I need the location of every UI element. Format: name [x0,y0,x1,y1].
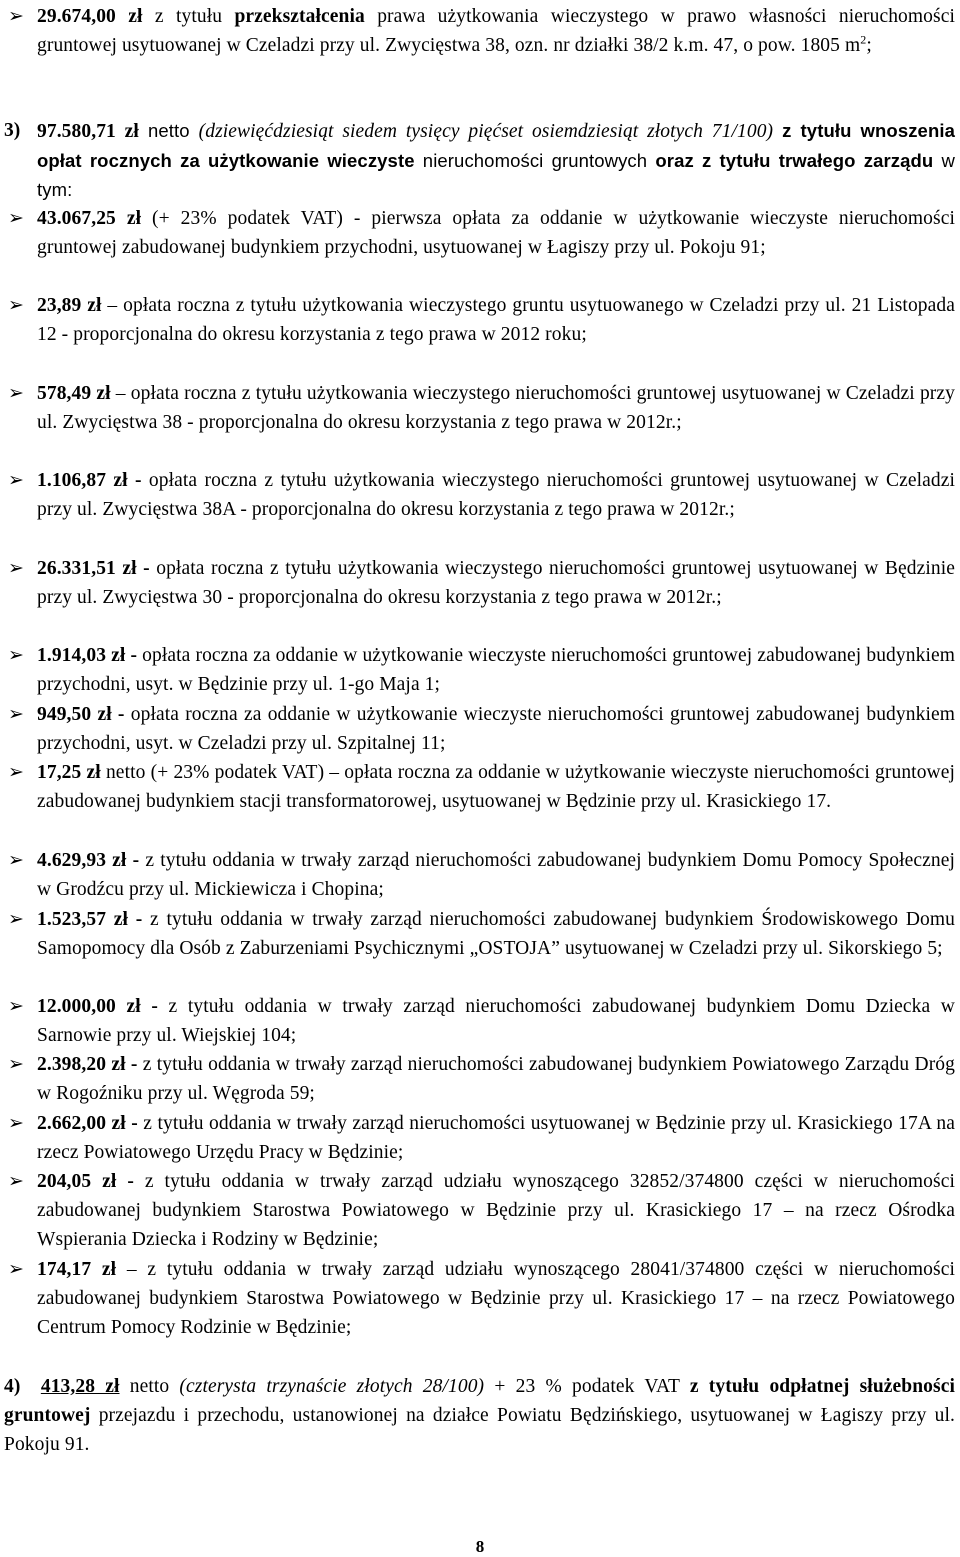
item-emphasis: oraz z tytułu trwałego zarządu [655,150,934,172]
item-text: prawa użytkowania wieczystego w prawo własności nieruchomości gruntowej usytuowanej w Czeladzi przy ul. Zwycięstwa 38, ozn. nr działki 38/2 k.m. 47, o pow. 1805 m [37,6,955,57]
amount: 97.580,71 zł [37,121,139,142]
amount: 204,05 zł - [37,1171,134,1192]
section-number: 3) [4,120,21,141]
item-text: opłata roczna z tytułu użytkowania wieczystego nieruchomości gruntowej usytuowanej w Czeladzi przy ul. Zwycięstwa 38A - proporcjonalna do okresu korzystania z tego prawa w 2012r.; [37,470,955,521]
amount: 2.662,00 zł - [37,1113,138,1134]
arrow-bullet-icon [8,379,32,408]
item-text: z tytułu oddania w trwały zarząd udziału wynoszącego 32852/374800 części w nieruchomości zabudowanej budynkiem Starostwa Powiatowego w Będzinie przy ul. Krasickiego 17 – na rzecz Ośrodka Wspierania Dziecka i Rodziny w Będzinie; [37,1171,955,1251]
arrow-bullet-icon [8,905,32,934]
item-text: ; [866,35,872,57]
amount: 1.106,87 zł - [37,470,142,491]
amount-in-words: (dziewięćdziesiąt siedem tysięcy pięćset osiemdziesiąt złotych 71/100) [198,121,774,142]
item-text: opłata roczna za oddanie w użytkowanie wieczyste nieruchomości gruntowej zabudowanej budynkiem przychodni, usyt. w Czeladzi przy ul. Szpitalnej 11; [37,704,955,755]
list-item [37,554,955,612]
amount-in-words: (czterysta trzynaście złotych 28/100) [179,1376,485,1397]
amount: 949,50 zł - [37,704,125,725]
list-item [37,1167,955,1255]
item-text: nieruchomości gruntowych [414,150,656,172]
amount: 2.398,20 zł - [37,1054,138,1075]
arrow-bullet-icon [8,1109,32,1138]
item-text: – z tytułu oddania w trwały zarząd udziału wynoszącego 28041/374800 części w nieruchomości zabudowanej budynkiem Starostwa Powiatowego w Będzinie przy ul. Krasickiego 17 – na rzecz Powiatowego Centrum Pomocy Rodzinie w Będzinie; [37,1259,955,1339]
list-item [37,1255,955,1343]
item-text: opłata roczna za oddanie w użytkowanie wieczyste nieruchomości gruntowej zabudowanej budynkiem przychodni, usyt. w Będzinie przy ul. 1-go Maja 1; [37,645,955,696]
amount: 26.331,51 zł - [37,558,150,579]
item-text: przejazdu i przechodu, ustanowionej na działce Powiatu Będzińskiego, usytuowanej w Łagiszy przy ul. Pokoju 91. [4,1405,955,1456]
item-text: + 23 % podatek VAT [484,1376,690,1397]
arrow-bullet-icon [8,1167,32,1196]
arrow-bullet-icon [8,700,32,729]
item-emphasis: z tytułu odpłatnej służebności gruntowej [4,1376,955,1427]
amount: 29.674,00 zł [37,6,143,27]
arrow-bullet-icon [8,758,32,787]
arrow-bullet-icon [8,291,32,320]
arrow-bullet-icon [8,992,32,1021]
list-item [37,204,955,262]
list-item [37,1109,955,1167]
amount: 1.523,57 zł - [37,909,143,930]
item-text: (+ 23% podatek VAT) - pierwsza opłata za oddanie w użytkowanie wieczyste nieruchomości gruntowej zabudowanej budynkiem przychodni, usytuowanej w Łagiszy przy ul. Pokoju 91; [37,208,955,259]
list-item [37,291,955,349]
arrow-bullet-icon [8,641,32,670]
item-text: z tytułu oddania w trwały zarząd nieruchomości zabudowanej budynkiem Środowiskowego Domu Samopomocy dla Osób z Zaburzeniami Psychicznymi „OSTOJA” usytuowanej w Czeladzi przy ul. Sikorskiego 5; [37,909,955,960]
item-text: opłata roczna z tytułu użytkowania wieczystego nieruchomości gruntowej usytuowanej w Będzinie przy ul. Zwycięstwa 30 - proporcjonalna do okresu korzystania z tego prawa w 2012r.; [37,558,956,609]
item-emphasis: z tytułu wnoszenia opłat rocznych za użytkowanie wieczyste [37,120,955,172]
amount: 17,25 zł [37,762,101,783]
list-item [37,700,955,758]
list-item [37,466,955,524]
list-item [37,1050,955,1108]
amount: 413,28 zł [40,1376,120,1397]
amount: 1.914,03 zł - [37,645,138,666]
item-text: netto (+ 23% podatek VAT) – opłata roczna za oddanie w użytkowanie wieczyste nieruchomości gruntowej zabudowanej budynkiem stacji transformatorowej, usytuowanej w Będzinie przy ul. Krasickiego 17. [37,762,956,813]
arrow-bullet-icon [8,846,32,875]
list-item [37,2,955,60]
item-text: z tytułu [142,6,235,27]
arrow-bullet-icon [8,2,32,31]
arrow-bullet-icon [8,1255,32,1284]
amount: 43.067,25 zł [37,208,142,229]
item-emphasis: przekształcenia [234,6,365,27]
amount: 4.629,93 zł - [37,850,140,871]
section-4 [4,1372,955,1460]
page-number: 8 [475,1537,485,1556]
arrow-bullet-icon [8,204,32,233]
amount: 23,89 zł [37,295,102,316]
list-item [37,379,955,437]
item-text: w tym: [37,150,955,201]
arrow-bullet-icon [8,1050,32,1079]
list-item [37,846,955,904]
item-text: z tytułu oddania w trwały zarząd nieruchomości zabudowanej budynkiem Powiatowego Zarządu Dróg w Rogoźniku przy ul. Węgroda 59; [37,1054,955,1105]
list-item [37,641,955,699]
section-3-intro [37,116,955,205]
list-item [37,992,955,1050]
item-text: netto [119,1376,180,1397]
item-text: z tytułu oddania w trwały zarząd nieruchomości zabudowanej budynkiem Domu Dziecka w Sarnowie przy ul. Wiejskiej 104; [37,996,955,1047]
amount: 174,17 zł [37,1259,117,1280]
section-number: 4) [4,1376,21,1397]
item-text: netto [138,120,199,141]
list-item [37,905,955,963]
amount: 12.000,00 zł - [37,996,158,1017]
arrow-bullet-icon [8,554,32,583]
superscript: 2 [860,32,867,47]
amount: 578,49 zł [37,383,111,404]
item-text: – opłata roczna z tytułu użytkowania wieczystego gruntu usytuowanego w Czeladzi przy ul. 21 Listopada 12 - proporcjonalna do okresu korzystania z tego prawa w 2012 roku; [37,295,956,346]
list-item [37,758,955,816]
item-text: z tytułu oddania w trwały zarząd nieruchomości zabudowanej budynkiem Domu Pomocy Społecznej w Grodźcu przy ul. Mickiewicza i Chopina; [37,850,955,901]
arrow-bullet-icon [8,466,32,495]
item-text: – opłata roczna z tytułu użytkowania wieczystego nieruchomości gruntowej usytuowanej w Czeladzi przy ul. Zwycięstwa 38 - proporcjonalna do okresu korzystania z tego prawa w 2012r.; [37,383,956,434]
item-text: z tytułu oddania w trwały zarząd nieruchomości usytuowanej w Będzinie przy ul. Krasickiego 17A na rzecz Powiatowego Urzędu Pracy w Będzinie; [37,1113,955,1164]
